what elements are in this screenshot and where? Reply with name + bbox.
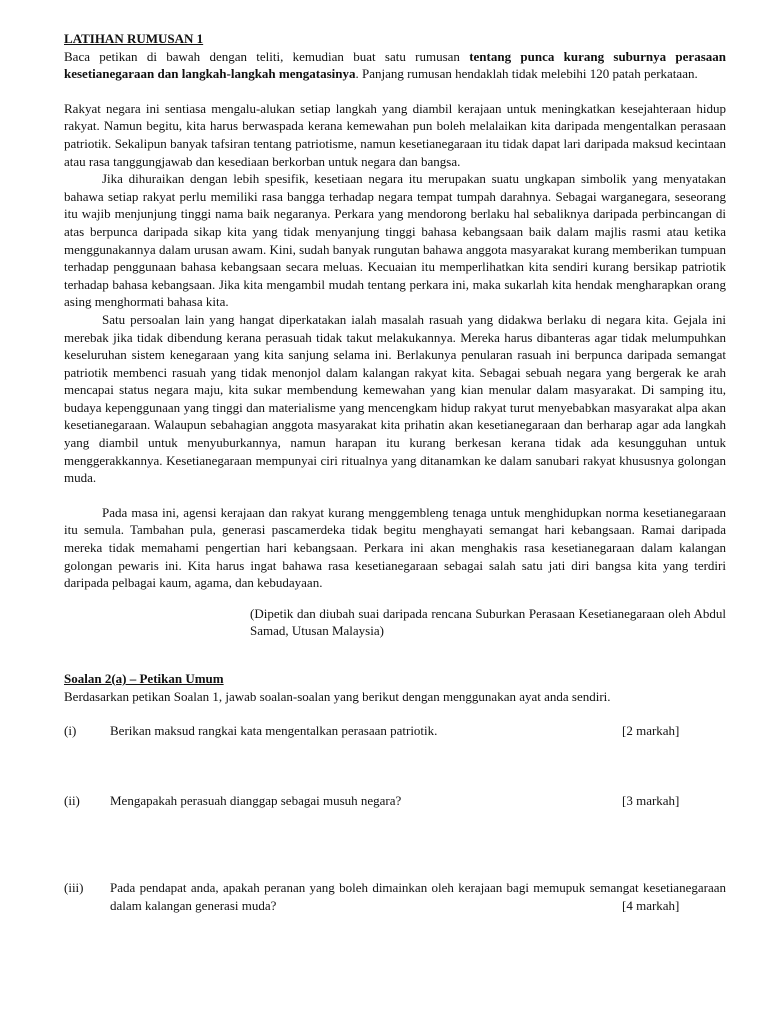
question-1 (64, 722, 726, 740)
passage-source: (Dipetik dan diubah suai daripada rencana Suburkan Perasaan Kesetianegaraan oleh Abdul Samad, Utusan Malaysia) (250, 605, 726, 639)
exercise-title: LATIHAN RUMUSAN 1 (64, 31, 204, 46)
passage-paragraph-3: Satu persoalan lain yang hangat diperkatakan ialah masalah rasuah yang didakwa berlaku di negara kita. Gejala ini merebak jika tidak dibendung kerana perasuah tidak takut melakukannya. Mereka harus dibanteras agar tidak melumpuhkan keseluruhan sistem kenegaraan yang kita sanjung selama ini. Berlakunya penularan rasuah ini berpunca daripada semangat patriotik membenci rasuah yang tidak menonjol dalam kalangan rakyat kita. Sebagai sebuah negara yang bergerak ke arah mencapai status negara maju, kita sukar membendung kemewahan yang kian menular dalam masyarakat. Di samping itu, budaya kepenggunaan yang tinggi dan materialisme yang mencengkam hidup rakyat turut menyebabkan masyarakat alpa akan kesetianegaraan. Walaupun sebahagian anggota masyarakat kita prihatin akan kesetianegaraan dan berharap agar ada langkah yang diambil untuk menyuburkannya, namun harapan itu kurang berkesan kerana tidak ada kesungguhan untuk menggerakkannya. Kesetianegaraan mempunyai ciri ritualnya yang ditanamkan ke dalam sanubari rakyat khususnya golongan muda. (64, 311, 726, 486)
spacer (64, 705, 726, 722)
instruction-bold-topic: tentang punca kurang suburnya perasaan kesetianegaraan dan langkah-langkah mengatasinya (64, 48, 726, 82)
document-page (64, 30, 726, 913)
question-marks: [2 markah] (622, 723, 680, 739)
question-number: (i) (64, 723, 77, 739)
spacer (64, 653, 726, 670)
passage-paragraph-2: Jika dihuraikan dengan lebih spesifik, kesetiaan negara itu merupakan suatu ungkapan simbolik yang menyatakan bahawa setiap rakyat perlu memiliki rasa bangga terhadap negara tempat tumpah darahnya. Sebagai warganegara, seseorang itu wajib menjunjung tinggi nama baik negaranya. Perkara yang mendorong berlaku hal sebaliknya daripada perbincangan di atas berpunca daripada sikap kita yang tidak menyanjung tinggi bahasa kebangsaan baik dalam majlis rasmi atau ketika menggunakannya dalam urusan awam. Kini, sudah banyak rungutan bahawa anggota masyarakat kurang memberikan tumpuan terhadap penggunaan bahasa kebangsaan secara meluas. Kecuaian itu memperlihatkan kita sendiri kurang bersikap patriotik terhadap bahasa kebangsaan. Jika kita mengambil mudah tentang perkara ini, maka sukarlah kita hendak mengharapkan orang asing menghormati bahasa kita. (64, 171, 726, 310)
question-3 (64, 879, 726, 913)
question-text: Berikan maksud rangkai kata mengentalkan perasaan patriotik. (110, 723, 438, 739)
passage-paragraph-4: Pada masa ini, agensi kerajaan dan rakyat kurang menggembleng tenaga untuk menghidupkan norma kesetianegaraan itu semula. Tambahan pula, generasi pascamerdeka tidak begitu menghayati semangat hari kebangsaan. Ramai daripada mereka tidak memahami pengertian hari kebangsaan. Perkara ini akan menghakis rasa kesetianegaraan dalam kalangan golongan pewaris ini. Kita harus ingat bahawa rasa kesetianegaraan sebagai salah satu jati diri bangsa kita yang terdiri daripada pelbagai kaum, agama, dan kebudayaan. (64, 504, 726, 591)
instruction-text-start: Baca petikan di bawah dengan teliti, kemudian buat satu rumusan (64, 48, 470, 64)
question-text: Mengapakah perasuah dianggap sebagai musuh negara? (110, 793, 402, 809)
section2-instruction: Berdasarkan petikan Soalan 1, jawab soalan-soalan yang berikut dengan menggunakan ayat anda sendiri. (64, 688, 611, 704)
exercise-instruction (64, 48, 726, 83)
question-number: (iii) (64, 880, 84, 896)
answer-space (64, 810, 726, 879)
question-2 (64, 792, 726, 810)
answer-space (64, 740, 726, 792)
question-number: (ii) (64, 793, 80, 809)
passage-paragraph-1: Rakyat negara ini sentiasa mengalu-alukan setiap langkah yang diambil kerajaan untuk meningkatkan kesejahteraan hidup rakyat. Namun begitu, kita harus berwaspada kerana kemewahan pun boleh melalaikan kita daripada mengentalkan perasaan patriotik. Sekalipun banyak tafsiran tentang patriotisme, namun kesetianegaraan itu tidak dapat lari daripada maksud kecintaan atau rasa tanggungjawab dan kesediaan berkorban untuk negara dan bangsa. (64, 100, 726, 169)
spacer (64, 487, 726, 504)
question-marks: [4 markah] (622, 897, 680, 913)
instruction-text-end: . Panjang rumusan hendaklah tidak melebihi 120 patah perkataan. (355, 66, 698, 82)
question-text: Pada pendapat anda, apakah peranan yang boleh dimainkan oleh kerajaan bagi memupuk semangat kesetianegaraan dalam kalangan generasi muda? (110, 880, 726, 913)
question-marks: [3 markah] (622, 793, 680, 809)
section2-title: Soalan 2(a) – Petikan Umum (64, 671, 224, 686)
spacer (64, 83, 726, 100)
